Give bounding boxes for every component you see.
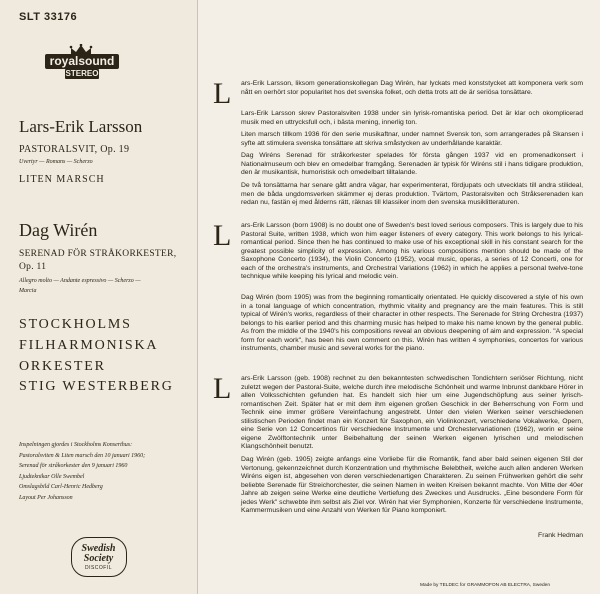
logo-line-2: Society xyxy=(83,553,114,564)
stereo-badge: STEREO xyxy=(65,69,99,78)
label-name: royalsound xyxy=(45,54,119,69)
swedish-society-logo xyxy=(71,537,127,577)
catalog-number: SLT 33176 xyxy=(19,11,78,23)
paragraph: Dag Wiréns Serenad för stråkorkester spelades för första gången 1937 vid en promenadkonsert i Nationalmuseum och blev en omedelbar framgång. Serenaden är typisk för Wiréns stil i hans tidigare produktion, den är musikantisk, humoristisk och omedelbart tilltalande. xyxy=(241,152,583,177)
conductor-name: STIG WESTERBERG xyxy=(19,379,174,394)
paragraph: De två tonsättarna har senare gått andra vägar, har experimenterat, fördjupats och utvecklats till andra stilideal, men de båda ungdomsverken skämmer ej deras produktion. Tvärtom, Pastoralsviten och Stråkserenaden kan redan nu, fastän ej med ålderns rätt, räknas till klassiker inom den svenska musiklitteraturen. xyxy=(241,182,583,207)
logo-line-3: DISCOFIL xyxy=(84,565,113,571)
dropcap: L xyxy=(213,77,232,110)
work-pastoralsvit: PASTORALSVIT, Op. 19 xyxy=(19,144,130,155)
credit-line: Pastoralsviten & Liten marsch den 10 januari 1960; xyxy=(19,452,146,459)
dropcap: L xyxy=(213,372,232,405)
dropcap: L xyxy=(213,219,232,252)
work-serenad-movements xyxy=(19,276,191,296)
work-serenad-title: SERENAD FÖR STRÅKORKESTER, xyxy=(19,249,177,259)
left-column xyxy=(0,0,198,594)
recording-credits xyxy=(19,440,194,504)
paragraph: Lars-Erik Larsson skrev Pastoralsviten 1938 under sin lyrisk-romantiska period. Det är klar och okomplicerad musik med en uttrycksfull och, i bästa mening, innerlig ton. xyxy=(241,110,583,126)
work-serenad xyxy=(19,248,194,274)
credit-line: Inspelningen gjordes i Stockholms Konserthus: xyxy=(19,442,133,448)
work-serenad-movements-line1: Allegro molto — Andante espressivo — Scherzo — xyxy=(19,278,141,284)
composer-larsson: Lars-Erik Larsson xyxy=(19,117,143,136)
manufacturer-note: Made by TELDEC for GRAMMOFON AB ELECTRA, Sweden xyxy=(420,583,551,588)
orchestra-name xyxy=(19,314,158,377)
paragraph: ars-Erik Larsson (geb. 1908) rechnet zu den bekanntesten schwedischen Tondichtern seriöser Richtung, nicht zuletzt wegen der Pastoral-Suite, welche durch ihre melodische Schönheit und warme Inbrunst dankbare Hörer in allen Volksschichten gefunden hat. Es handelt sich hier um eine Jugendschöpfung aus seiner lyrisch-romantischen Zeit. Später hat er mit dem ihm eigenen großen Geschick in der Beherrschung von Form und Technik eine immer größere Vereinfachung angestrebt. Unter den vielen Werken seiner verschiedenen stilistischen Perioden findet man ein Konzert für Saxophon, ein Violinkonzert, verschiedene Vokalwerke, Opern, eine Serie von 12 Concertinos für verschiedene Instrumente und Orchestervariationen (1962), worin er seine eigene Zwölftontechnik unter Beibehaltung der seinen Werken eigenen lyrischen und melodischen Klangschönheit benutzt. xyxy=(241,375,583,451)
royalsound-logo xyxy=(45,44,119,78)
paragraph: Dag Wirén (geb. 1905) zeigte anfangs eine Vorliebe für die Romantik, fand aber bald seinen eigenen Stil der Vertonung, gekennzeichnet durch Konzentration und rhythmische Belebtheit, welche auch allen anderen Werken Wiréns eigen ist, abgesehen von deren verschiedenartigen Charakteren. Zu seinen Frühwerken gehört die sehr beliebte Serenade für Streichorchester, die seinen Namen in weiten Kreisen bekannt machte. Von Mitte der 40er Jahre ab zeigen seine Werke eine deutliche Vertiefung des Zweckes und Ausdrucks. „Eine besondere Form für jedes Werk" schwebte ihm selbst als Ziel vor. Wirén hat vier Symphonien, Konzerte für verschiedene Instrumente, Kammermusiken und eine Anzahl von Werken für Piano komponiert. xyxy=(241,456,583,515)
credit-line: Layout Per Johansson xyxy=(19,494,73,501)
orchestra-line-1: STOCKHOLMS xyxy=(19,317,132,332)
credit-line: Omslagsbild Carl-Henric Hedberg xyxy=(19,484,103,491)
credit-line: Serenad för stråkorkester den 9 januari 1960 xyxy=(19,463,128,470)
composer-wiren: Dag Wirén xyxy=(19,220,98,240)
paragraph: Liten marsch tillkom 1936 för den serie musikaftnar, under namnet Svensk ton, som arrangerades på Skansen i syfte att stimulera svenska tonsättare att skriva småstycken av underhållande karaktär. xyxy=(241,131,583,147)
credit-line: Ljudteknikar Olle Swembel xyxy=(19,473,85,480)
work-liten-marsch: LITEN MARSCH xyxy=(19,174,105,185)
orchestra-line-2: FILHARMONISKA xyxy=(19,338,159,353)
paragraph: ars-Erik Larsson (born 1908) is no doubt one of Sweden's best loved serious composers. This is largely due to his Pastoral Suite, written 1938, which won him eager listeners of every category. This work belongs to his lyrical-romantical period. Since then he has continued to make use of his exceptional skill in his constant search for the greatest possible simplicity of expression. Among his various compositions mention should be made of the Saxophone Concerto (1934), the Violin Concerto (1952), vocal music, operas, a series of 12 Concerti, one for each of the orchestra's instruments, and Orchestral Variations (1962) in which he applies a personal twelve-tone technique while keeping his lyrical and melodic vein. xyxy=(241,222,583,281)
paragraph: ars-Erik Larsson, liksom generationskollegan Dag Wirén, har lyckats med konststycket att komponera verk som nått en oerhört stor popularitet hos det svenska folket, och detta trots att de är seriösa tonsättare. xyxy=(241,80,583,96)
signature: Frank Hedman xyxy=(538,532,583,539)
paragraph: Dag Wirén (born 1905) was from the beginning romantically orientated. He quickly discovered a style of his own in a tonal language of which concentration, rhythmic vitality and pregnancy are the main features. This is still typical of Wirén's works, regardless of their character in other respects. The Serenade for String Orchestra (1937) belongs to his earlier period and this charming music has helped to make his name known by the general public. As from the middle of the 1940's his compositions reveal an obvious deepening of aim and expression. "A special form for each work", has been his own comment on this. Wirén has written 4 symphonies, concertos for various instruments, chamber music and several works for the piano. xyxy=(241,294,583,353)
orchestra-line-3: ORKESTER xyxy=(19,359,106,374)
work-serenad-opus: Op. 11 xyxy=(19,262,47,272)
work-serenad-movements-line2: Marcia xyxy=(19,288,37,294)
work-pastoralsvit-movements: Uvertyr — Romans — Scherzo xyxy=(19,159,93,165)
logo-line-1: Swedish xyxy=(81,543,116,554)
